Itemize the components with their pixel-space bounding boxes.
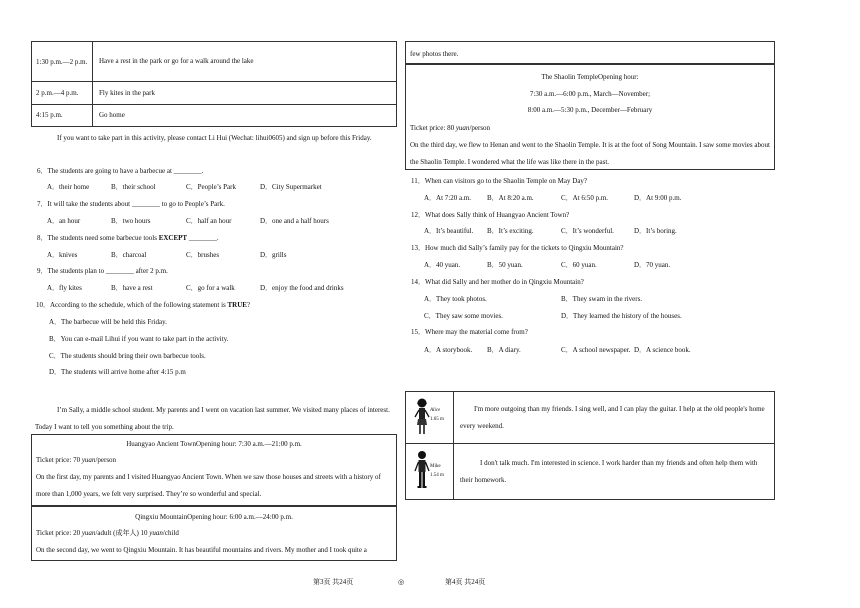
stem-text: 8．The students need some barbecue tools xyxy=(37,234,159,242)
option: C．They saw some movies. xyxy=(424,312,503,320)
table-row xyxy=(32,82,397,105)
stem-text: ? xyxy=(246,301,251,309)
page-number-left: 第3页 共24页 xyxy=(313,578,354,586)
shaolin-text: On the third day, we flew to Henan and went to the Shaolin Temple. It is at the foot of Song Mountain. I saw some movies about the Shaolin Temple. I wondered what the life was like there in the past. xyxy=(410,141,770,166)
shaolin-hours: 7:30 a.m.—6:00 p.m., March—November; xyxy=(529,90,651,98)
sally-intro: I’m Sally, a middle school student. My parents and I went on vacation last summer. We visited many places of interest. Today I want to tell you something about the trip. xyxy=(35,406,390,431)
option: B．They swam in the rivers. xyxy=(561,295,643,303)
price-unit: yuan xyxy=(81,529,96,537)
price-unit: yuan xyxy=(149,529,163,537)
option: A．The barbecue will be held this Friday. xyxy=(49,318,167,326)
stem-text: 10．According to the schedule, which of the following statement is xyxy=(36,301,228,309)
page-number-right: 第4页 共24页 xyxy=(445,578,486,586)
option: D．They learned the history of the houses. xyxy=(561,312,682,320)
question-7-stem: 7．It will take the students about ________ to go to People’s Park. xyxy=(37,200,225,208)
qingxiu-continued-box xyxy=(405,41,775,64)
option: D．grills xyxy=(260,251,287,259)
huangyao-price xyxy=(36,456,116,465)
option: C．It’s wonderful. xyxy=(561,227,614,235)
alice-picture-cell xyxy=(406,392,454,444)
qingxiu-text: On the second day, we went to Qingxiu Mountain. It has beautiful mountains and rivers. My mother and I took quite a xyxy=(36,546,367,554)
option: D．The students will arrive home after 4:15 p.m xyxy=(49,368,186,376)
question-12-stem: 12．What does Sally think of Huangyao Ancient Town? xyxy=(411,211,570,219)
shaolin-header: The Shaolin TempleOpening hour: xyxy=(541,73,639,81)
question-10-stem xyxy=(36,301,250,310)
shaolin-price xyxy=(410,124,490,133)
shaolin-hours: 8:00 a.m.—5:30 p.m., December—February xyxy=(527,106,653,114)
shaolin-box xyxy=(405,64,775,170)
schedule-time: 4:15 p.m. xyxy=(32,105,93,127)
option: D．enjoy the food and drinks xyxy=(260,284,344,292)
option: D．A science book. xyxy=(634,346,691,354)
question-15-stem: 15．Where may the material come from? xyxy=(411,328,528,336)
question-8-stem xyxy=(37,234,219,243)
question-9-stem: 9．The students plan to ________ after 2 p.m. xyxy=(37,267,168,275)
alice-name: Alice xyxy=(430,408,441,413)
option: C．The students should bring their own barbecue tools. xyxy=(49,352,206,360)
girl-figure-icon xyxy=(414,397,430,437)
option: D．70 yuan. xyxy=(634,261,671,269)
option: C．brushes xyxy=(186,251,220,259)
price-text: /person xyxy=(469,124,491,132)
price-text: /person xyxy=(95,456,117,464)
table-row xyxy=(406,444,775,500)
option: A．They took photos. xyxy=(424,295,487,303)
center-mark-icon: ◎ xyxy=(398,578,405,586)
option: A．At 7:20 a.m. xyxy=(424,194,472,202)
table-row xyxy=(32,105,397,127)
schedule-activity: Fly kites in the park xyxy=(93,82,397,105)
question-13-stem: 13．How much did Sally’s family pay for the tickets to Qingxiu Mountain? xyxy=(411,244,624,252)
schedule-activity: Go home xyxy=(93,105,397,127)
question-14-stem: 14．What did Sally and her mother do in Qingxiu Mountain? xyxy=(411,278,584,286)
option: B．two hours xyxy=(111,217,151,225)
option: C．People’s Park xyxy=(186,183,236,191)
option: B．have a rest xyxy=(111,284,153,292)
option: B．At 8:20 a.m. xyxy=(487,194,534,202)
price-unit: yuan xyxy=(455,124,470,132)
qingxiu-box xyxy=(31,506,397,561)
option: B．A diary. xyxy=(487,346,521,354)
people-table xyxy=(405,391,775,500)
price-text: /child xyxy=(162,529,179,537)
qingxiu-header: Qingxiu MountainOpening hour: 6:00 a.m.—24:00 p.m. xyxy=(135,513,293,521)
option: C．A school newspaper. xyxy=(561,346,631,354)
option: C．At 6:50 p.m. xyxy=(561,194,609,202)
option: B．their school xyxy=(111,183,156,191)
option: A．knives xyxy=(47,251,78,259)
boy-figure-icon xyxy=(414,450,430,492)
option: D．one and a half hours xyxy=(260,217,329,225)
option: C．half an hour xyxy=(186,217,232,225)
qingxiu-text-end: few photos there. xyxy=(410,50,459,58)
option: A．an hour xyxy=(47,217,81,225)
question-11-stem: 11．When can visitors go to the Shaolin Temple on May Day? xyxy=(411,177,588,185)
price-text: Ticket price: 80 xyxy=(410,124,456,132)
schedule-time: 2 p.m.—4 p.m. xyxy=(32,82,93,105)
option: D．At 9:00 p.m. xyxy=(634,194,682,202)
mike-height: 1.54 m xyxy=(430,473,444,478)
huangyao-text: On the first day, my parents and I visited Huangyao Ancient Town. When we saw those houses and streets with a history of more than 1,000 years, we felt very surprised. They’re so wonderful and special. xyxy=(36,473,381,498)
stem-text: ________. xyxy=(187,234,219,242)
option: B．It’s exciting. xyxy=(487,227,534,235)
price-unit: yuan xyxy=(81,456,96,464)
price-text: Ticket price: 20 xyxy=(36,529,82,537)
question-6-stem: 6．The students are going to have a barbecue at ________. xyxy=(37,167,204,175)
mike-picture-cell xyxy=(406,444,454,500)
option: A．40 yuan. xyxy=(424,261,461,269)
option: A．It’s beautiful. xyxy=(424,227,474,235)
option: A．A storybook. xyxy=(424,346,473,354)
alice-height: 1.65 m xyxy=(430,417,444,422)
qingxiu-price xyxy=(36,529,179,538)
mike-name: Mike xyxy=(430,464,441,469)
mike-text: I don't talk much. I'm interested in science. I work harder than my friends and often help them with their homework. xyxy=(454,444,775,500)
option: C．go for a walk xyxy=(186,284,235,292)
stem-emphasis: TRUE xyxy=(227,301,247,309)
table-row xyxy=(32,42,397,82)
contact-paragraph: If you want to take part in this activity, please contact Li Hui (Wechat: lihui0605) and sign up before this Friday. xyxy=(57,134,372,142)
price-text: Ticket price: 70 xyxy=(36,456,82,464)
option: D．It’s boring. xyxy=(634,227,677,235)
price-text: /adult (成年人) 10 xyxy=(95,529,150,537)
huangyao-header: Huangyao Ancient TownOpening hour: 7:30 a.m.—21:00 p.m. xyxy=(126,440,302,448)
stem-emphasis: EXCEPT xyxy=(158,234,188,242)
schedule-table xyxy=(31,41,397,127)
alice-text: I'm more outgoing than my friends. I sing well, and I can play the guitar. I help at the old people's home every weekend. xyxy=(454,392,775,444)
option: A．fly kites xyxy=(47,284,82,292)
option: B．charcoal xyxy=(111,251,147,259)
schedule-activity: Have a rest in the park or go for a walk around the lake xyxy=(93,42,397,82)
option: B．50 yuan. xyxy=(487,261,523,269)
table-row xyxy=(406,392,775,444)
option: D．City Supermarket xyxy=(260,183,322,191)
option: A．their home xyxy=(47,183,90,191)
option: C．60 yuan. xyxy=(561,261,597,269)
schedule-time: 1:30 p.m.—2 p.m. xyxy=(32,42,93,82)
option: B．You can e-mail Lihui if you want to take part in the activity. xyxy=(49,335,229,343)
huangyao-box xyxy=(31,434,397,506)
